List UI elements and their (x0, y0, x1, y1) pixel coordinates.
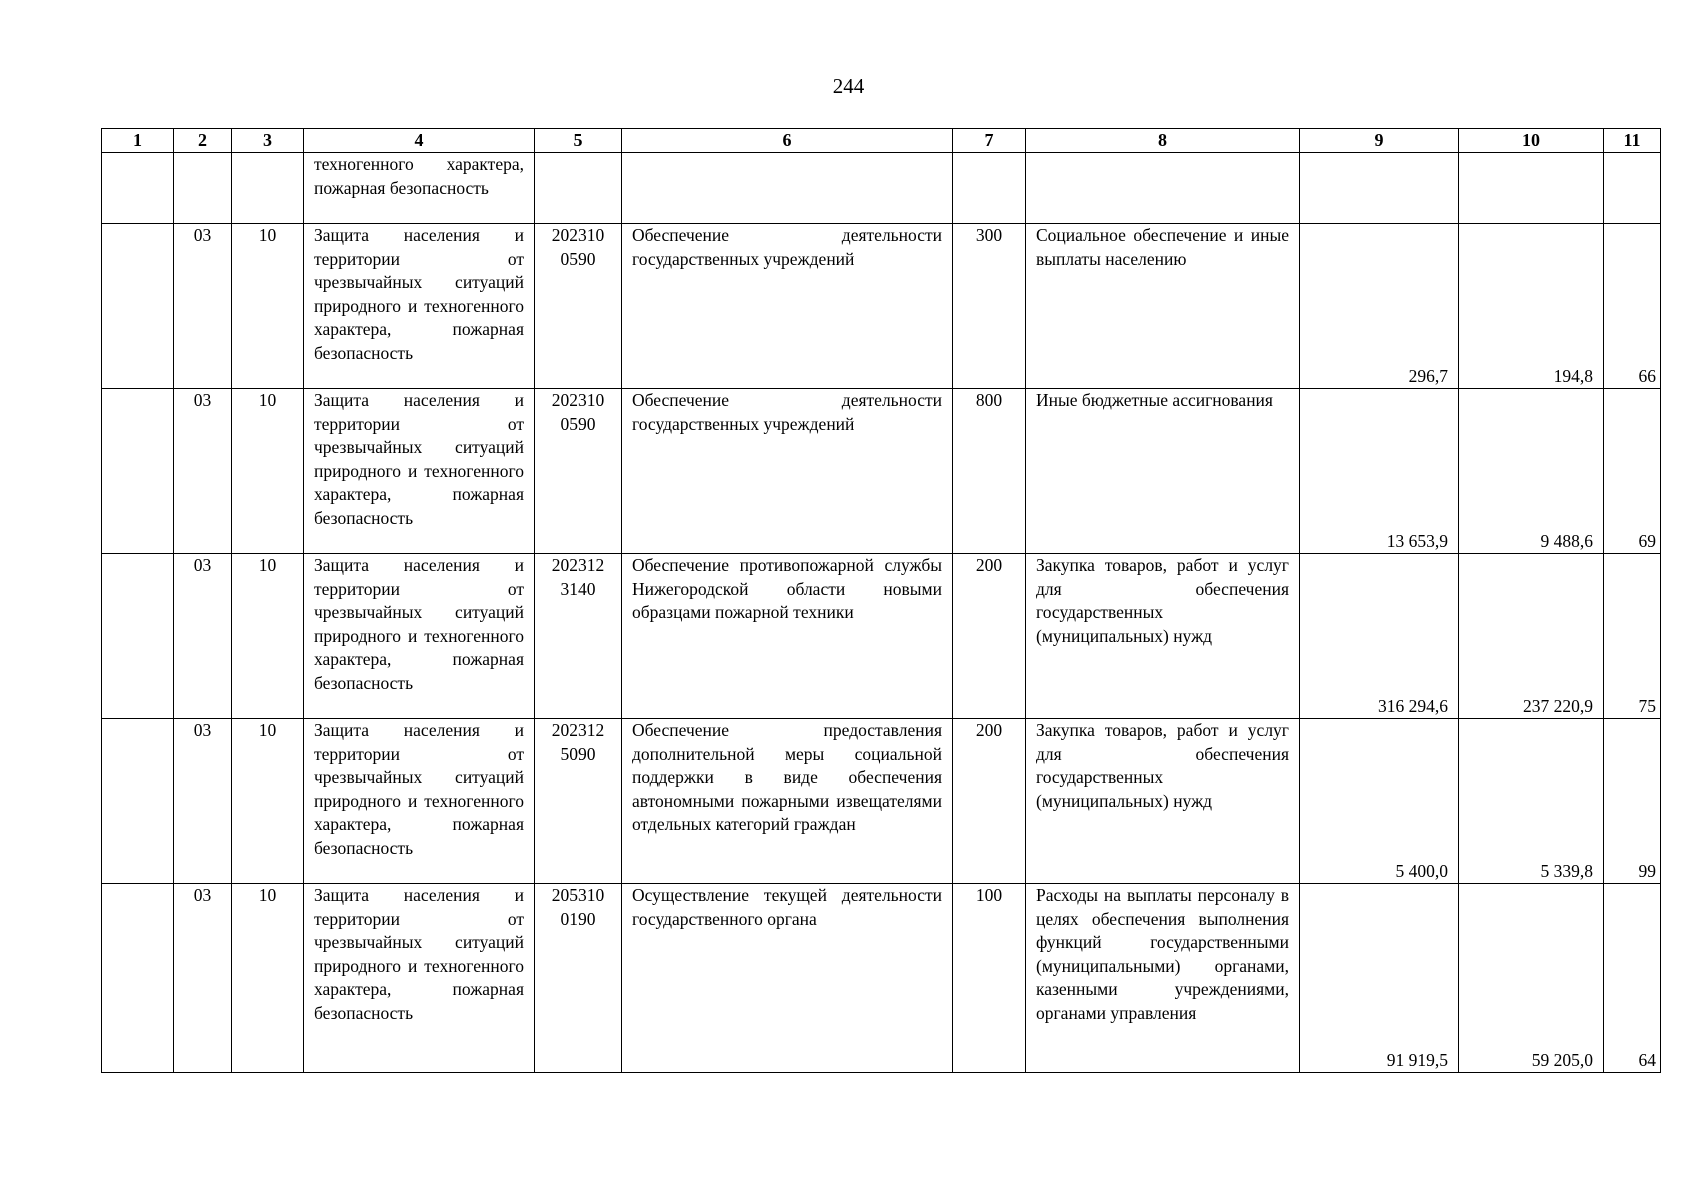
table-cell: Закупка товаров, работ и услуг для обеспечения государственных (муниципальных) нужд (1026, 554, 1300, 719)
table-row (102, 389, 1661, 554)
table-cell: Социальное обеспечение и иные выплаты населению (1026, 224, 1300, 389)
table-cell: 205310 0190 (535, 884, 622, 1073)
column-header: 6 (622, 129, 953, 153)
budget-table (101, 128, 1661, 1073)
table-cell: 10 (232, 554, 304, 719)
table-cell: 69 (1604, 389, 1661, 554)
table-cell (102, 389, 174, 554)
column-header: 10 (1459, 129, 1604, 153)
table-cell (1026, 153, 1300, 224)
table-cell: 10 (232, 719, 304, 884)
table-cell: 202310 0590 (535, 389, 622, 554)
table-cell (174, 153, 232, 224)
table-cell: 202310 0590 (535, 224, 622, 389)
table-cell: 75 (1604, 554, 1661, 719)
table-cell (232, 153, 304, 224)
table-cell: 13 653,9 (1300, 389, 1459, 554)
table-cell: 66 (1604, 224, 1661, 389)
table-cell (953, 153, 1026, 224)
column-header: 1 (102, 129, 174, 153)
table-cell: 10 (232, 224, 304, 389)
table-cell (102, 153, 174, 224)
column-header: 7 (953, 129, 1026, 153)
table-cell: Обеспечение деятельности государственных учреждений (622, 389, 953, 554)
column-header: 11 (1604, 129, 1661, 153)
table-cell: Защита населения и территории от чрезвычайных ситуаций природного и техногенного характера, пожарная безопасность (304, 554, 535, 719)
table-cell: Закупка товаров, работ и услуг для обеспечения государственных (муниципальных) нужд (1026, 719, 1300, 884)
table-cell: 03 (174, 224, 232, 389)
table-cell: 194,8 (1459, 224, 1604, 389)
table-cell: техногенного характера, пожарная безопасность (304, 153, 535, 224)
table-cell: Защита населения и территории от чрезвычайных ситуаций природного и техногенного характера, пожарная безопасность (304, 389, 535, 554)
table-cell: Осуществление текущей деятельности государственного органа (622, 884, 953, 1073)
column-header: 9 (1300, 129, 1459, 153)
table-cell: Обеспечение предоставления дополнительной меры социальной поддержки в виде обеспечения автономными пожарными извещателями отдельных категорий граждан (622, 719, 953, 884)
table-cell: 316 294,6 (1300, 554, 1459, 719)
table-cell (1300, 153, 1459, 224)
table-cell: 200 (953, 719, 1026, 884)
table-row (102, 224, 1661, 389)
column-header: 3 (232, 129, 304, 153)
table-cell: Защита населения и территории от чрезвычайных ситуаций природного и техногенного характера, пожарная безопасность (304, 224, 535, 389)
table-cell: 237 220,9 (1459, 554, 1604, 719)
table-cell: 300 (953, 224, 1026, 389)
table-cell: 5 339,8 (1459, 719, 1604, 884)
table-cell: Защита населения и территории от чрезвычайных ситуаций природного и техногенного характера, пожарная безопасность (304, 884, 535, 1073)
column-header: 2 (174, 129, 232, 153)
table-cell (1604, 153, 1661, 224)
table-cell: 100 (953, 884, 1026, 1073)
table-cell (102, 224, 174, 389)
page-number: 244 (832, 74, 865, 98)
table-cell (535, 153, 622, 224)
table-cell: 202312 5090 (535, 719, 622, 884)
table-header-row (102, 129, 1661, 153)
table-cell (622, 153, 953, 224)
table-cell: 200 (953, 554, 1026, 719)
table-row (102, 884, 1661, 1073)
table-cell: 91 919,5 (1300, 884, 1459, 1073)
table-cell (1459, 153, 1604, 224)
table-row (102, 719, 1661, 884)
table-cell: Обеспечение противопожарной службы Нижегородской области новыми образцами пожарной техники (622, 554, 953, 719)
table-cell: 296,7 (1300, 224, 1459, 389)
table-cell: 202312 3140 (535, 554, 622, 719)
column-header: 4 (304, 129, 535, 153)
table-cell: 03 (174, 884, 232, 1073)
table-cell: 10 (232, 389, 304, 554)
table-row-continuation (102, 153, 1661, 224)
table-cell: 9 488,6 (1459, 389, 1604, 554)
table-cell: Защита населения и территории от чрезвычайных ситуаций природного и техногенного характера, пожарная безопасность (304, 719, 535, 884)
table-cell: 03 (174, 554, 232, 719)
table-cell: 59 205,0 (1459, 884, 1604, 1073)
table-cell: 03 (174, 389, 232, 554)
table-row (102, 554, 1661, 719)
table-cell (102, 554, 174, 719)
table-cell (102, 719, 174, 884)
table-cell: 03 (174, 719, 232, 884)
table-cell: 10 (232, 884, 304, 1073)
table-cell: 64 (1604, 884, 1661, 1073)
table-cell: 99 (1604, 719, 1661, 884)
table-cell: 800 (953, 389, 1026, 554)
table-cell: Иные бюджетные ассигнования (1026, 389, 1300, 554)
column-header: 5 (535, 129, 622, 153)
table-cell (102, 884, 174, 1073)
table-cell: 5 400,0 (1300, 719, 1459, 884)
table-cell: Расходы на выплаты персоналу в целях обеспечения выполнения функций государственными (муниципальными) органами, казенными учреждениями, органами управления (1026, 884, 1300, 1073)
table-cell: Обеспечение деятельности государственных учреждений (622, 224, 953, 389)
column-header: 8 (1026, 129, 1300, 153)
